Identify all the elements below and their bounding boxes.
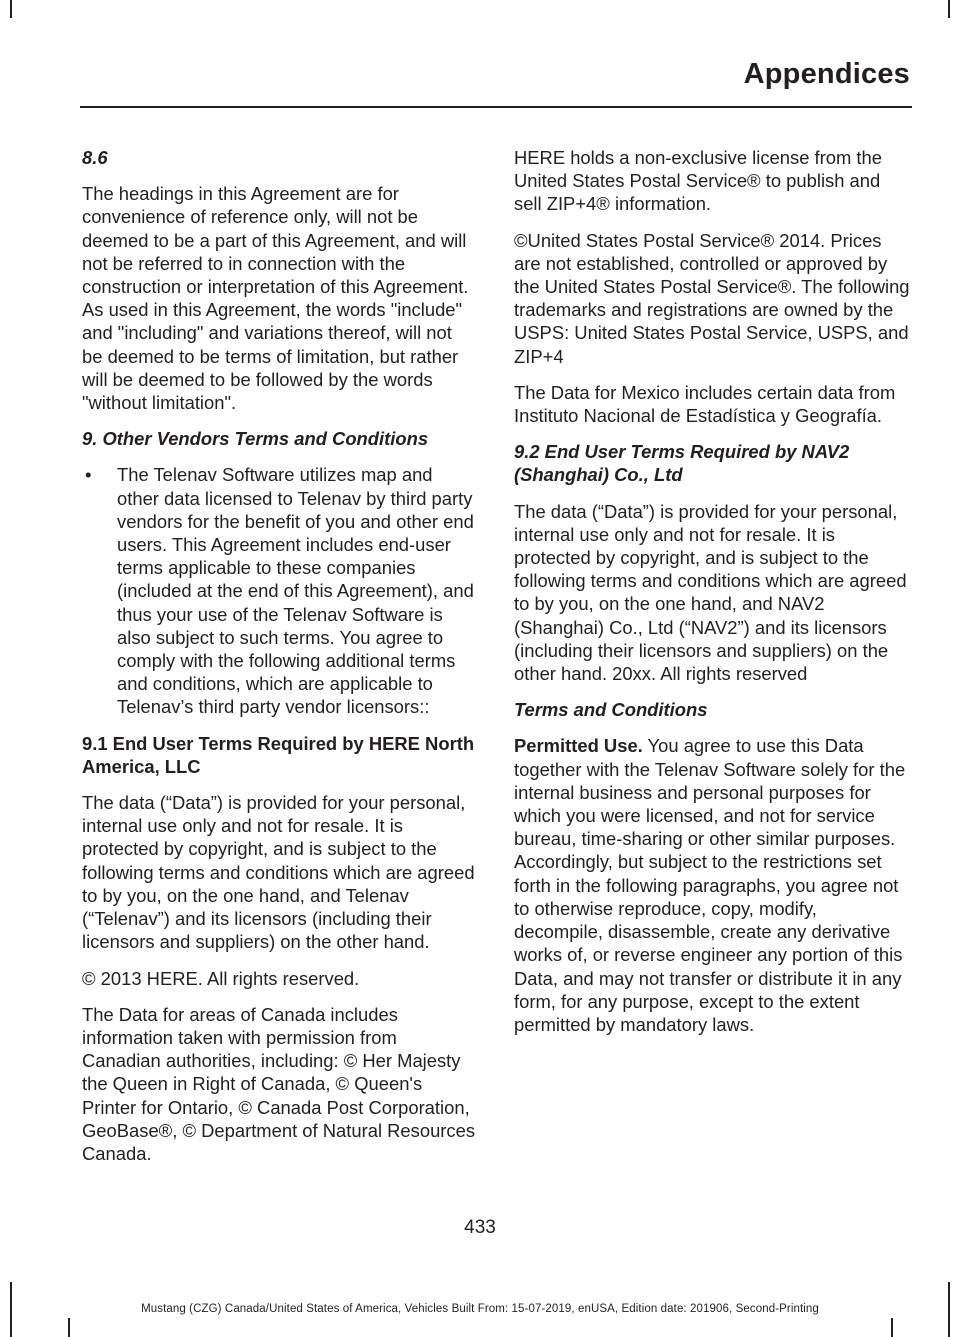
bullet-icon: • — [85, 464, 92, 486]
canada-data-paragraph: The Data for areas of Canada includes information taken with permission from Canadian authorities, including: © Her Majesty the Queen in Right of Canada, © Queen's Printer for Ontario, © Canada Post Corporation, GeoBase®, © Department of Natural Resources Canada. — [82, 1003, 476, 1164]
terms-heading: Terms and Conditions — [514, 699, 708, 721]
left-column — [82, 146, 476, 1178]
here-copyright: © 2013 HERE. All rights reserved. — [82, 967, 360, 989]
section-9-2-paragraph: The data (“Data”) is provided for your personal, internal use only and not for resale. It is protected by copyright, and is subject to the following terms and conditions which are agreed to by you, on the one hand, and NAV2 (Shanghai) Co., Ltd (“NAV2”) and its licensors (including their licensors and suppliers) on the other hand. 20xx. All rights reserved — [514, 500, 907, 685]
page-number: 433 — [464, 1217, 496, 1238]
section-9-2-heading: 9.2 End User Terms Required by NAV2 (Shanghai) Co., Ltd — [514, 441, 850, 486]
usps-copyright-paragraph: ©United States Postal Service® 2014. Prices are not established, controlled or approved by the United States Postal Service®. The following trademarks and registrations are owned by the USPS: United States Postal Service, USPS, and ZIP+4 — [514, 229, 910, 367]
crop-mark-bottom-center-right — [891, 1318, 893, 1337]
usps-license-paragraph: HERE holds a non-exclusive license from the United States Postal Service® to publish and sell ZIP+4® information. — [514, 147, 882, 215]
section-9-bullet — [82, 463, 476, 718]
right-column — [514, 146, 910, 1049]
page-title: Appendices — [743, 58, 910, 90]
permitted-use-text: You agree to use this Data together with the Telenav Software solely for the internal business and personal purposes for which you were licensed, and not for service bureau, time-sharing or other similar purposes. Accordingly, but subject to the restrictions set forth in the following paragraphs, you agree not to otherwise reproduce, copy, modify, decompile, disassemble, create any derivative works of, or reverse engineer any portion of this Data, and may not transfer or distribute it in any form, for any purpose, except to the extent permitted by mandatory laws. — [514, 735, 906, 1035]
crop-mark-top-right — [948, 0, 950, 18]
section-8-6-heading: 8.6 — [82, 147, 108, 168]
section-9-heading: 9. Other Vendors Terms and Conditions — [82, 428, 429, 450]
section-9-bullet-text: The Telenav Software utilizes map and other data licensed to Telenav by third party vendors for the benefit of you and other end users. This Agreement includes end-user terms applicable to these companies (included at the end of this Agreement), and thus your use of the Telenav Software is also subject to such terms. You agree to comply with the following additional terms and conditions, which are applicable to Telenav’s third party vendor licensors:: — [117, 464, 474, 718]
section-9-1-heading: 9.1 End User Terms Required by HERE North America, LLC — [82, 732, 475, 777]
permitted-use-lead: Permitted Use. — [514, 735, 643, 757]
header-divider — [80, 106, 912, 108]
crop-mark-top-left — [10, 0, 12, 18]
mexico-data-paragraph: The Data for Mexico includes certain data from Instituto Nacional de Estadística y Geografía. — [514, 381, 896, 427]
footer-edition-info: Mustang (CZG) Canada/United States of America, Vehicles Built From: 15-07-2019, enUSA, Edition date: 201906, Second-Printing — [141, 1303, 819, 1315]
section-8-6-paragraph: The headings in this Agreement are for convenience of reference only, will not be deemed to be a part of this Agreement, and will not be referred to in connection with the construction or interpretation of this Agreement. As used in this Agreement, the words "include" and "including" and variations thereof, will not be deemed to be terms of limitation, but rather will be deemed to be followed by the words "without limitation". — [82, 183, 469, 414]
permitted-use-paragraph — [514, 734, 910, 1036]
section-9-1-paragraph: The data (“Data”) is provided for your personal, internal use only and not for resale. It is protected by copyright, and is subject to the following terms and conditions which are agreed to by you, on the one hand, and Telenav (“Telenav”) and its licensors (including their licensors and suppliers) on the other hand. — [82, 792, 475, 953]
crop-mark-bottom-center-left — [68, 1318, 70, 1337]
